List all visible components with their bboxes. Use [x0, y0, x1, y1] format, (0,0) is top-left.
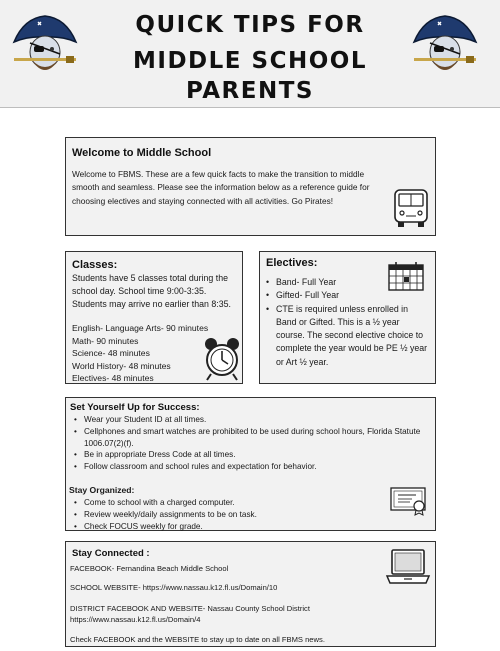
electives-section	[259, 251, 436, 384]
school-bus-icon	[391, 186, 431, 230]
list-item: • Wear your Student ID at all times.	[70, 414, 432, 426]
welcome-heading: Welcome to Middle School	[72, 147, 212, 159]
classes-list	[72, 322, 208, 385]
organized-list	[70, 497, 370, 532]
list-item: Electives- 48 minutes	[72, 373, 154, 384]
list-item: • Follow classroom and school rules and expectation for behavior.	[70, 461, 432, 473]
connected-footer: Check FACEBOOK and the WEBSITE to stay up to date on all FBMS news.	[70, 635, 325, 644]
list-item: • Gifted- Full Year	[266, 289, 428, 302]
facebook-text: FACEBOOK- Fernandina Beach Middle School	[70, 564, 229, 573]
welcome-body: Welcome to FBMS. These are a few quick facts to make the transition to middle smooth and seamless. Please see the information below as a reference guide for choosing electives and staying connected with all activities. Go Pirates!	[72, 169, 370, 206]
district-text: DISTRICT FACEBOOK AND WEBSITE- Nassau County School District https://www.nassau.k12.fl.us/Domain/4	[70, 604, 310, 624]
pirate-mascot-icon	[10, 12, 80, 76]
organized-heading: Stay Organized:	[69, 485, 135, 495]
page-header	[0, 0, 500, 108]
list-item: • Band- Full Year	[266, 276, 428, 289]
connected-heading: Stay Connected :	[72, 548, 150, 559]
welcome-section	[65, 137, 436, 236]
classes-intro: Students have 5 classes total during the school day. School time 9:00-3:35. Students may arrive no earlier than 8:35.	[72, 273, 231, 309]
pirate-mascot-icon	[410, 12, 480, 76]
laptop-icon	[384, 547, 432, 587]
electives-list	[266, 276, 428, 369]
list-item: Math- 90 minutes	[72, 335, 139, 346]
page-title-line1: QUICK TIPS FOR	[135, 12, 365, 38]
list-item: World History- 48 minutes	[72, 360, 171, 371]
electives-heading: Electives:	[266, 257, 318, 269]
page-title-line2: MIDDLE SCHOOL PARENTS	[133, 48, 367, 104]
list-item: • CTE is required unless enrolled in Band or Gifted. This is a ½ year course. The second elective choice to complete the year would be PE ½ year or Art ½ year.	[266, 303, 428, 369]
alarm-clock-icon	[202, 336, 242, 382]
classes-heading: Classes:	[72, 259, 118, 271]
success-heading: Set Yourself Up for Success:	[70, 402, 200, 413]
success-section	[65, 397, 436, 531]
list-item: • Review weekly/daily assignments to be on task.	[70, 509, 370, 521]
list-item: • Be in appropriate Dress Code at all times.	[70, 449, 432, 461]
certificate-icon	[390, 486, 428, 516]
list-item: Science- 48 minutes	[72, 348, 150, 359]
list-item: • Come to school with a charged computer.	[70, 497, 370, 509]
success-list	[70, 414, 432, 473]
connected-section	[65, 541, 436, 647]
list-item: • Check FOCUS weekly for grade.	[70, 521, 370, 533]
list-item: English- Language Arts- 90 minutes	[72, 323, 209, 333]
classes-section	[65, 251, 243, 384]
list-item: • Cellphones and smart watches are prohibited to be used during school hours, Florida Statute 1006.07(2)(f).	[70, 426, 432, 450]
school-website-text: SCHOOL WEBSITE- https://www.nassau.k12.fl.us/Domain/10	[70, 583, 278, 592]
